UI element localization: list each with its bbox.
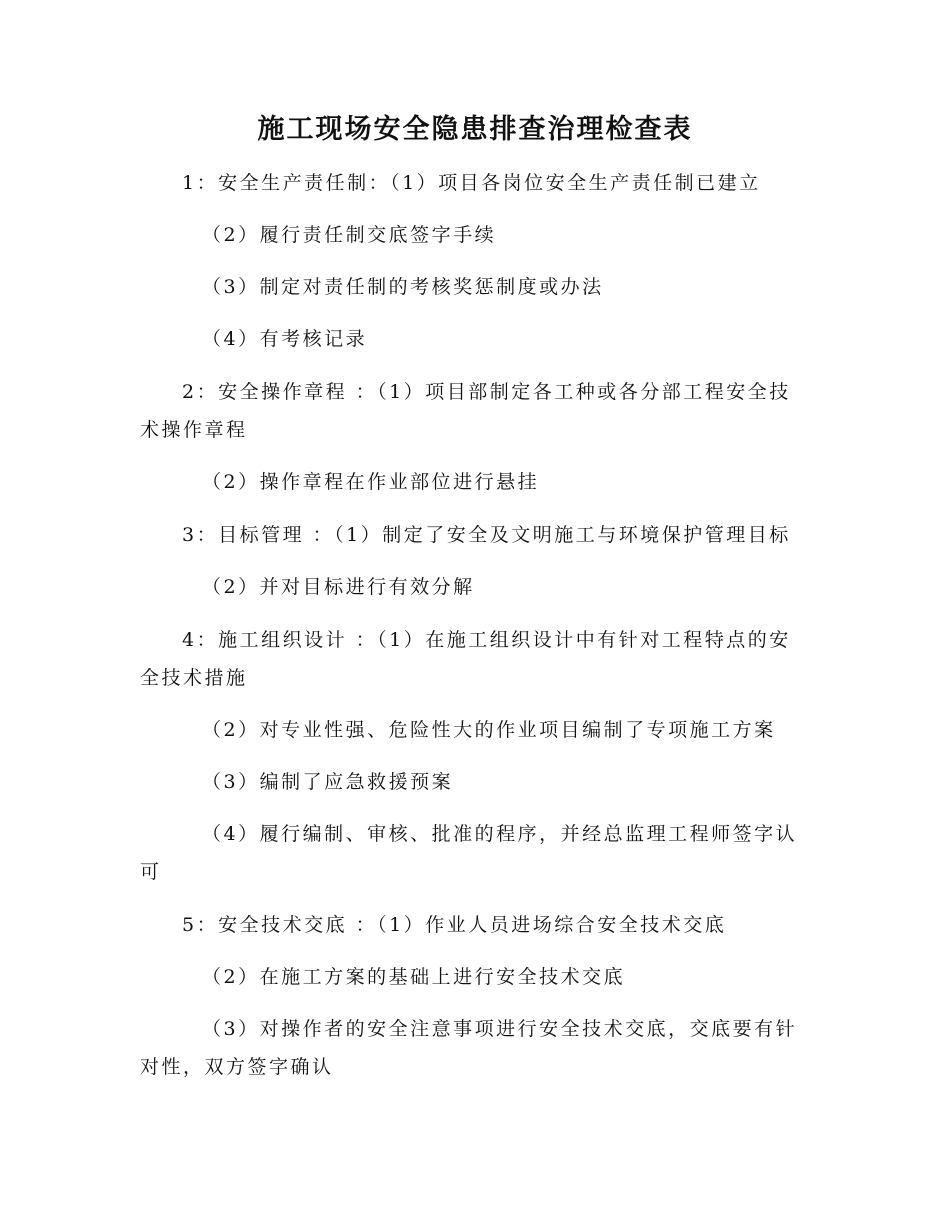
section-2-item-1-continued: 术操作章程 — [140, 419, 248, 441]
section-4-item-1: 4：施工组织设计 ：（1）在施工组织设计中有针对工程特点的安 — [182, 629, 791, 651]
section-5-item-1: 5：安全技术交底 ：（1）作业人员进场综合安全技术交底 — [182, 914, 727, 936]
section-4-item-3: （3）编制了应急救援预案 — [202, 771, 454, 793]
section-4-item-4-continued: 可 — [140, 861, 162, 883]
section-4-item-1-continued: 全技术措施 — [140, 667, 248, 689]
document-title: 施工现场安全隐患排查治理检查表 — [257, 114, 693, 145]
section-1-item-2: （2）履行责任制交底签字手续 — [202, 224, 497, 246]
section-3-item-1: 3：目标管理 ：（1）制定了安全及文明施工与环境保护管理目标 — [182, 524, 791, 546]
section-5-item-3: （3）对操作者的安全注意事项进行安全技术交底，交底要有针 — [202, 1018, 798, 1040]
section-5-item-2: （2）在施工方案的基础上进行安全技术交底 — [202, 966, 626, 988]
section-1-item-1: 1：安全生产责任制：（1）项目各岗位安全生产责任制已建立 — [182, 172, 761, 194]
section-4-item-2: （2）对专业性强、危险性大的作业项目编制了专项施工方案 — [202, 719, 776, 741]
section-4-item-4: （4）履行编制、审核、批准的程序，并经总监理工程师签字认 — [202, 823, 798, 845]
section-5-item-3-continued: 对性，双方签字确认 — [140, 1056, 334, 1078]
section-2-item-2: （2）操作章程在作业部位进行悬挂 — [202, 471, 540, 493]
section-2-item-1: 2：安全操作章程 ：（1）项目部制定各工种或各分部工程安全技 — [182, 381, 791, 403]
section-1-item-4: （4）有考核记录 — [202, 328, 368, 350]
section-1-item-3: （3）制定对责任制的考核奖惩制度或办法 — [202, 276, 604, 298]
section-3-item-2: （2）并对目标进行有效分解 — [202, 576, 475, 598]
